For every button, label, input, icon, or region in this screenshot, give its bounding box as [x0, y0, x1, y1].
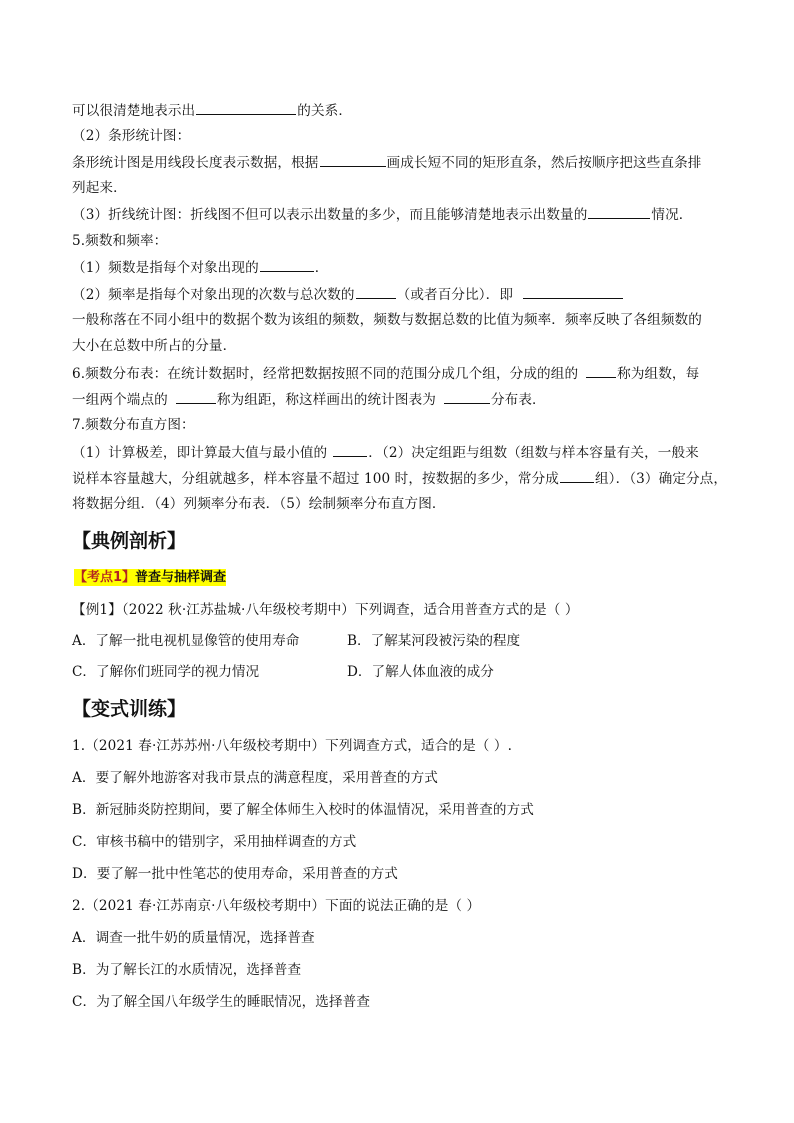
- text: 6.频数分布表：在统计数据时，经常把数据按照不同的范围分成几个组，分成的组的: [72, 366, 579, 382]
- text: 条形统计图是用线段长度表示数据，根据: [72, 155, 319, 171]
- option-b: B．了解某河段被污染的程度: [347, 633, 521, 649]
- option-a: A．了解一批电视机显像管的使用寿命: [72, 633, 300, 649]
- question-stem: 2.（2021 春·江苏南京·八年级校考期中）下面的说法正确的是（ ）: [72, 898, 481, 914]
- fill-blank: [588, 205, 650, 219]
- text: 组）．（3）确定分点，: [594, 471, 728, 487]
- text-line: 5.频数和频率：: [72, 233, 168, 249]
- text: 画成长短不同的矩形直条，然后按顺序把这些直条排: [386, 155, 702, 171]
- option-b: B．为了解长江的水质情况，选择普查: [72, 962, 302, 978]
- kaodian-label: [72, 568, 228, 588]
- fill-blank: [356, 285, 396, 299]
- fill-blank: [560, 469, 594, 483]
- text: 情况．: [651, 207, 693, 223]
- text: 分布表．: [490, 392, 546, 408]
- option-a: A．调查一批牛奶的质量情况，选择普查: [72, 930, 315, 946]
- option-c: C．为了解全国八年级学生的睡眠情况，选择普查: [72, 994, 371, 1010]
- text-line: [72, 469, 727, 488]
- fill-blank: [196, 101, 296, 115]
- text-line: [72, 101, 352, 120]
- fill-blank: [176, 390, 216, 404]
- text-line: 大小在总数中所占的分量．: [72, 338, 237, 354]
- text-line: 7.频数分布直方图：: [72, 417, 195, 433]
- text-line: 将数据分组．（4）列频率分布表．（5）绘制频率分布直方图．: [72, 496, 446, 512]
- text: 说样本容量越大，分组就越多，样本容量不超过 100 时，按数据的多少，常分成: [72, 471, 559, 487]
- fill-blank: [333, 443, 367, 457]
- text: （2）频率是指每个对象出现的次数与总次数的: [72, 287, 355, 303]
- text-line: [72, 443, 699, 462]
- text: 一组两个端点的: [72, 392, 168, 408]
- fill-blank: [444, 390, 490, 404]
- fill-blank: [260, 258, 314, 272]
- text-line: [72, 364, 699, 383]
- text: （或者百分比）．即: [396, 287, 514, 303]
- text: 的关系．: [297, 103, 353, 119]
- option-b: B．新冠肺炎防控期间，要了解全体师生入校时的体温情况，采用普查的方式: [72, 802, 534, 818]
- text: （1）计算极差，即计算最大值与最小值的: [72, 445, 328, 461]
- text: （3）折线统计图：折线图不但可以表示出数量的多少，而且能够清楚地表示出数量的: [72, 207, 588, 223]
- text: 称为组距，称这样画出的统计图表为: [216, 392, 436, 408]
- option-d: D．了解人体血液的成分: [347, 664, 494, 680]
- text: ．: [314, 260, 329, 276]
- fill-blank: [320, 153, 386, 167]
- section-heading-bianshi: 【变式训练】: [72, 698, 187, 720]
- kaodian-topic: 普查与抽样调查: [135, 570, 227, 585]
- option-d: D．要了解一批中性笔芯的使用寿命，采用普查的方式: [72, 866, 398, 882]
- question-stem: 1.（2021 春·江苏苏州·八年级校考期中）下列调查方式，适合的是（ ）.: [72, 738, 512, 754]
- text: ．（2）决定组距与组数（组数与样本容量有关，一般来: [368, 445, 699, 461]
- fill-blank: [523, 285, 623, 299]
- option-a: A．要了解外地游客对我市景点的满意程度，采用普查的方式: [72, 770, 438, 786]
- text: 可以很清楚地表示出: [72, 103, 196, 119]
- text-line: [72, 205, 693, 224]
- text-line: 列起来．: [72, 180, 127, 196]
- text: 称为组数，每: [617, 366, 700, 382]
- fill-blank: [586, 364, 616, 378]
- text: （1）频数是指每个对象出现的: [72, 260, 259, 276]
- section-heading-dianli: 【典例剖析】: [72, 530, 187, 552]
- text-line: [72, 258, 328, 277]
- example-stem: 【例1】（2022 秋·江苏盐城·八年级校考期中）下列调查，适合用普查方式的是（ ）: [72, 602, 579, 618]
- text-line: [72, 153, 701, 172]
- text-line: 一般称落在不同小组中的数据个数为该组的频数，频数与数据总数的比值为频率．频率反映了各组频数的: [72, 312, 702, 328]
- kaodian-tag: 【考点1】: [74, 570, 136, 585]
- text-line: [72, 285, 624, 304]
- option-c: C．审核书稿中的错别字，采用抽样调查的方式: [72, 834, 357, 850]
- text-line: [72, 390, 546, 409]
- text-line: （2）条形统计图：: [72, 128, 191, 144]
- option-c: C．了解你们班同学的视力情况: [72, 664, 260, 680]
